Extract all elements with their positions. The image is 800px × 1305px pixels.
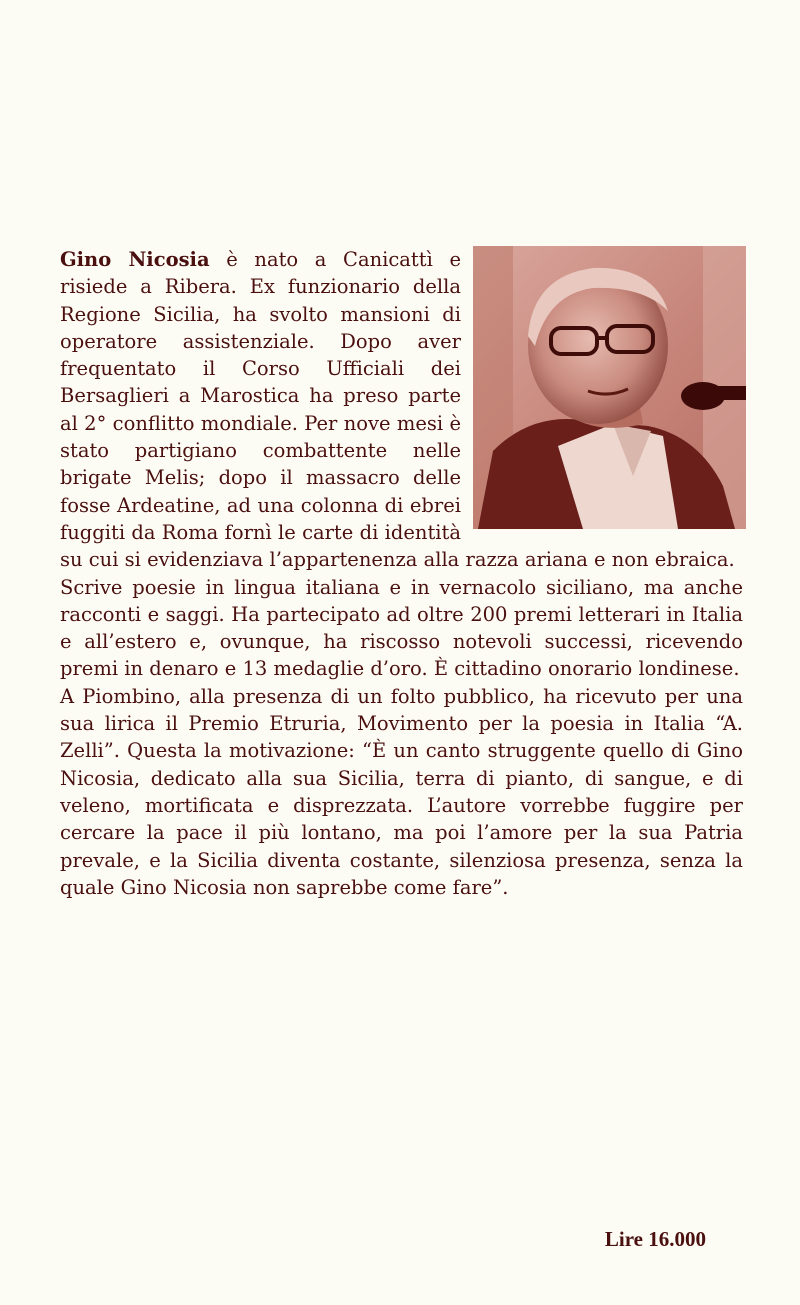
author-bio xyxy=(60,246,743,901)
author-name: Gino Nicosia xyxy=(60,248,210,271)
bio-paragraph-2: Scrive poesie in lingua italiana e in vernacolo siciliano, ma anche racconti e saggi. Ha partecipato ad oltre 200 premi letterari in Italia e all’estero e, ovunque, ha riscosso notevoli successi, ricevendo premi in denaro e 13 medaglie d’oro. È cittadino onorario londinese. xyxy=(60,575,743,681)
author-photo xyxy=(473,246,746,529)
author-portrait-image xyxy=(473,246,746,529)
bio-paragraph-3: A Piombino, alla presenza di un folto pubblico, ha ricevuto per una sua lirica il Premio Etruria, Movimento per la poesia in Italia “A. Zelli”. Questa la motivazione: “È un canto struggente quello di Gino Nicosia, dedicato alla sua Sicilia, terra di pianto, di sangue, e di veleno, mortificata e disprezzata. L’autore vorrebbe fuggire per cercare la pace il più lontano, ma poi l’amore per la sua Patria prevale, e la Sicilia diventa costante, silenziosa presenza, senza la quale Gino Nicosia non saprebbe come fare”. xyxy=(60,684,743,899)
price-label: Lire 16.000 xyxy=(604,1227,706,1251)
bio-paragraph-1-text: è nato a Canicattì e risiede a Ribera. Ex funzionario della Regione Sicilia, ha svolto mansioni di operatore assistenziale. Dopo aver frequentato il Corso Ufficiali dei Bersaglieri a Marostica ha preso parte al 2° conflitto mondiale. Per nove mesi è stato partigiano combattente nelle brigate Melis; dopo il massacro delle fosse Ardeatine, ad una colonna di ebrei fuggiti da Roma fornì le carte di identità su cui si evidenziava l’appartenenza alla razza ariana e non ebraica. xyxy=(60,248,735,572)
